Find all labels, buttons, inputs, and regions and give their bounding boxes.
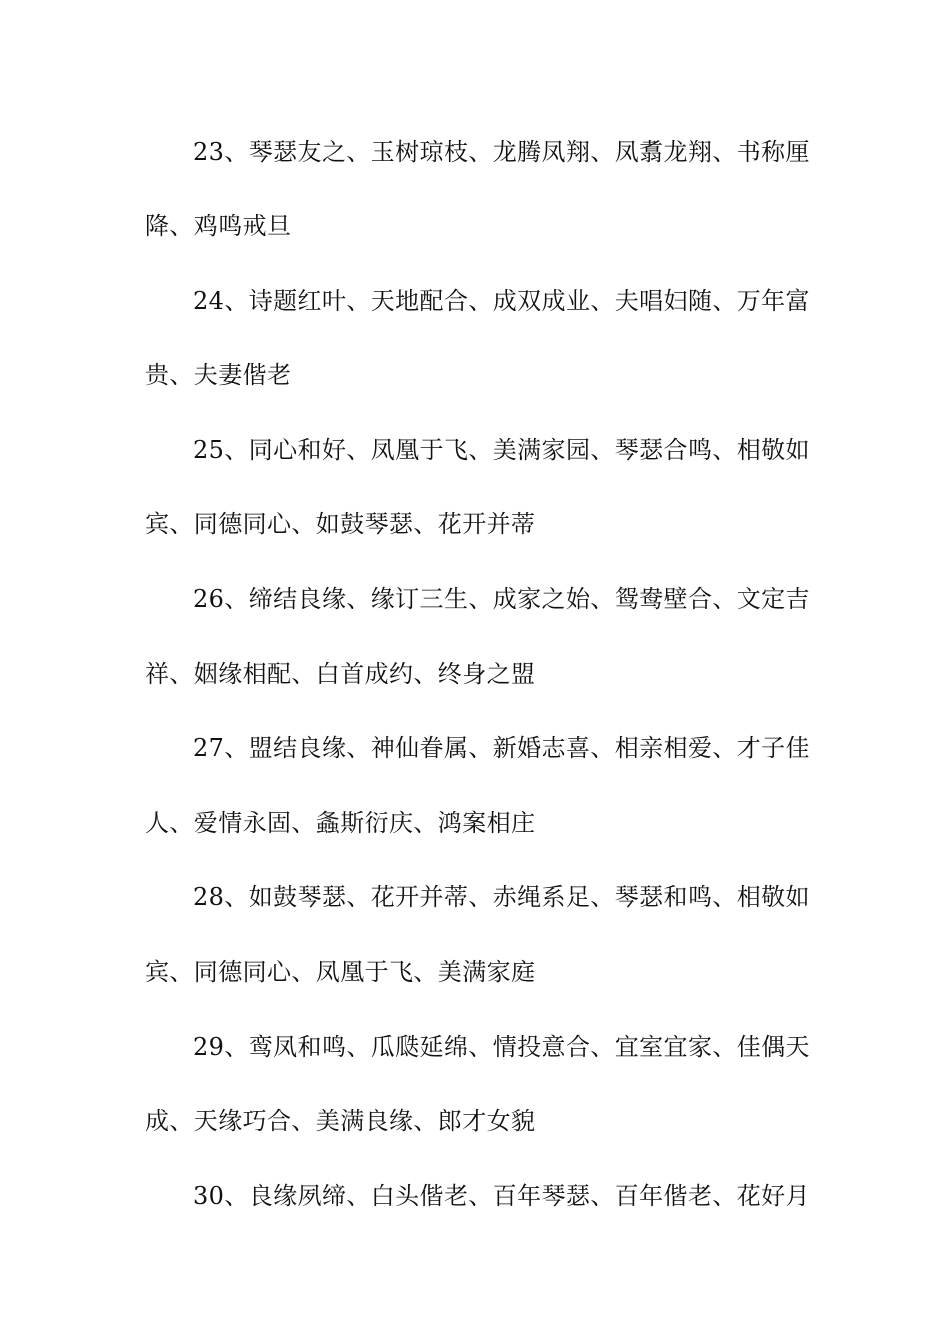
entry-29-line-2: 成、天缘巧合、美满良缘、郎才女貌 xyxy=(145,1107,536,1135)
entry-23-line-1: 23、琴瑟友之、玉树琼枝、龙腾凤翔、凤翥龙翔、书称厘 xyxy=(193,138,810,166)
entry-28-line-2: 宾、同德同心、凤凰于飞、美满家庭 xyxy=(145,958,536,986)
entry-24-line-1: 24、诗题红叶、天地配合、成双成业、夫唱妇随、万年富 xyxy=(193,287,810,315)
entry-26-line-2: 祥、姻缘相配、白首成约、终身之盟 xyxy=(145,660,536,688)
entry-24-line-2: 贵、夫妻偕老 xyxy=(145,361,292,389)
entry-26-line-1: 26、缔结良缘、缘订三生、成家之始、鸳鸯壁合、文定吉 xyxy=(193,585,810,613)
entry-27-line-2: 人、爱情永固、螽斯衍庆、鸿案相庄 xyxy=(145,809,536,837)
entry-28-line-1: 28、如鼓琴瑟、花开并蒂、赤绳系足、琴瑟和鸣、相敬如 xyxy=(193,883,810,911)
entry-23-line-2: 降、鸡鸣戒旦 xyxy=(145,212,292,240)
entry-30-line-1: 30、良缘夙缔、白头偕老、百年琴瑟、百年偕老、花好月 xyxy=(193,1182,810,1210)
entry-27-line-1: 27、盟结良缘、神仙眷属、新婚志喜、相亲相爱、才子佳 xyxy=(193,734,810,762)
entry-25-line-2: 宾、同德同心、如鼓琴瑟、花开并蒂 xyxy=(145,510,536,538)
entry-29-line-1: 29、鸾凤和鸣、瓜瓞延绵、情投意合、宜室宜家、佳偶天 xyxy=(193,1033,810,1061)
entry-25-line-1: 25、同心和好、凤凰于飞、美满家园、琴瑟合鸣、相敬如 xyxy=(193,436,810,464)
